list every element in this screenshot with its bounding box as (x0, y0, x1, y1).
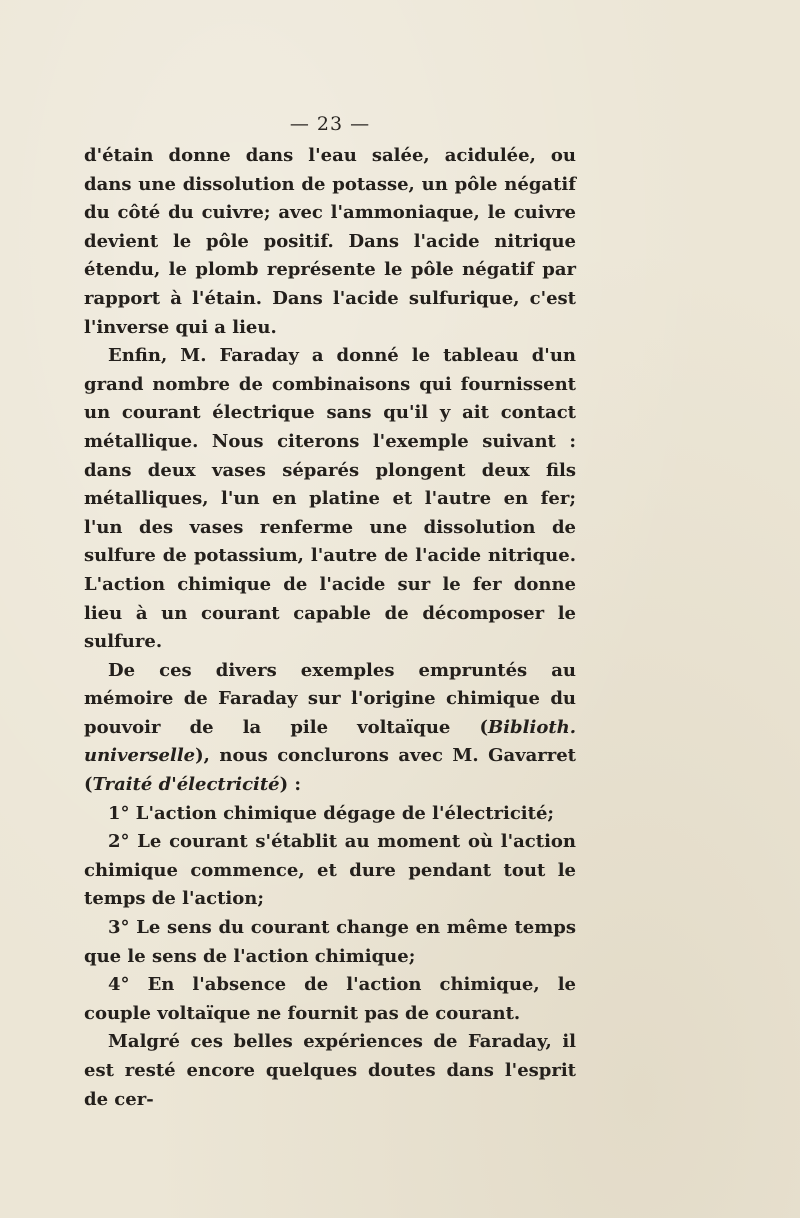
paragraph-final: Malgré ces belles expériences de Faraday, il est resté encore quelques doutes dans l'esprit de cer- (84, 1031, 576, 1110)
paragraph-2: Enfin, M. Faraday a donné le tableau d'un grand nombre de combinaisons qui fournissent un courant électrique sans qu'il y ait contact métallique. Nous citerons l'exemple suivant : dans deux vases séparés plongent deux fils métalliques, l'un en platine et l'autre en fer; l'un des vases renferme une dissolution de sulfure de potassium, l'autre de l'acide nitrique. L'action chimique de l'acide sur le fer donne lieu à un courant capable de décomposer le sulfure. (84, 345, 576, 653)
paragraph-3-text-b: ), nous conclurons avec M. Gavarret ( (84, 745, 576, 796)
list-item-4: 4° En l'absence de l'action chimique, le couple voltaïque ne fournit pas de courant. (84, 974, 576, 1024)
list-item-3: 3° Le sens du courant change en même temps que le sens de l'action chimique; (84, 917, 576, 967)
paragraph-1: d'étain donne dans l'eau salée, acidulée, ou dans une dissolution de potasse, un pôle négatif du côté du cuivre; avec l'ammoniaque, le cuivre devient le pôle positif. Dans l'acide nitrique étendu, le plomb représente le pôle négatif par rapport à l'étain. Dans l'acide sulfurique, c'est l'inverse qui a lieu. (84, 145, 576, 338)
page-number: — 23 — (289, 113, 371, 135)
citation-bibliotheque: Biblioth. universelle (84, 716, 576, 767)
paragraph-3-text-a: De ces divers exemples empruntés au mémoire de Faraday sur l'origine chimique du pouvoir de la pile voltaïque ( (84, 659, 576, 738)
body-text (84, 142, 576, 1114)
citation-traite: Traité d'électricité (92, 774, 280, 796)
list-item-1: 1° L'action chimique dégage de l'électricité; (108, 802, 555, 824)
paragraph-3-text-c: ) : (279, 774, 302, 796)
list-item-2: 2° Le courant s'établit au moment où l'action chimique commence, et dure pendant tout le temps de l'action; (84, 831, 576, 910)
paragraph-3 (84, 657, 576, 800)
